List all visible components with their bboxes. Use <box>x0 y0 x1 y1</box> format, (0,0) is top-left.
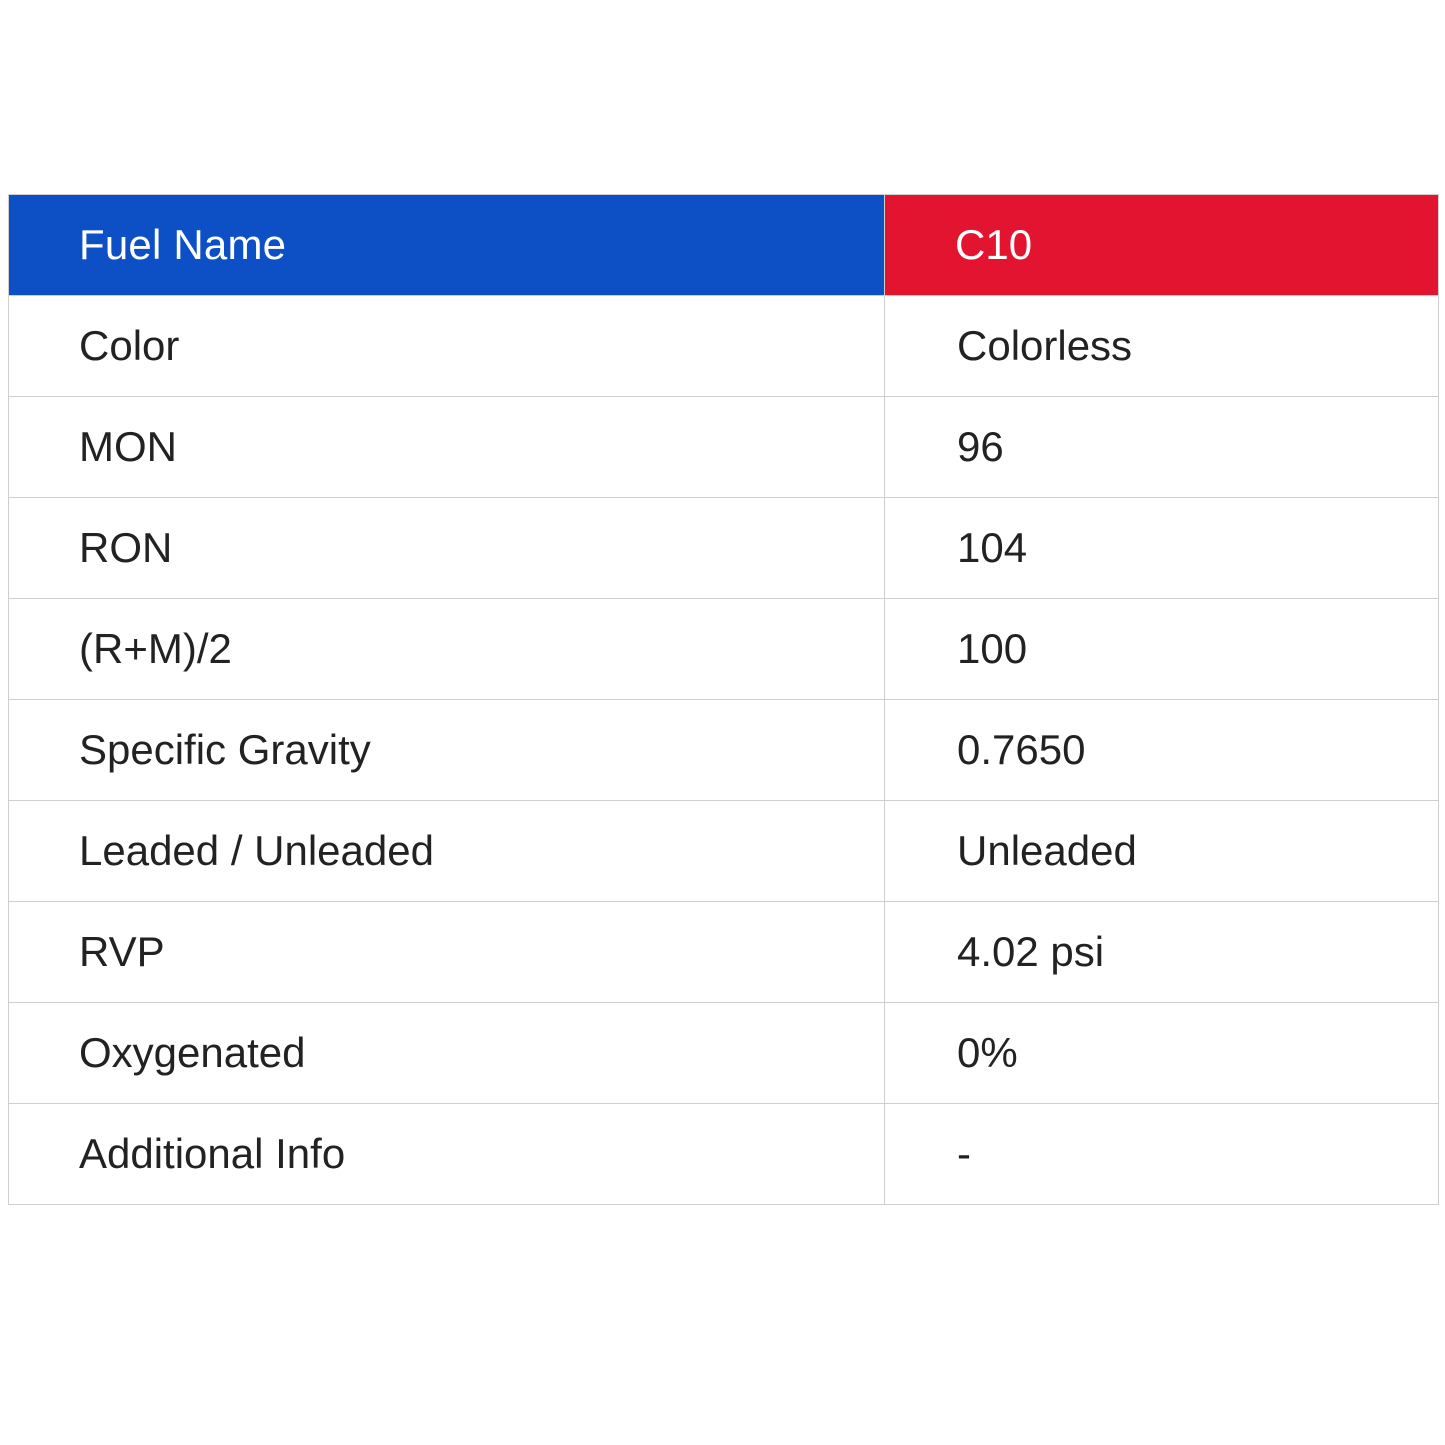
row-label-rvp <box>9 902 885 1003</box>
table-body <box>9 296 1439 1205</box>
header-label-text: Fuel Name <box>79 221 287 268</box>
row-value-rvp <box>885 902 1439 1003</box>
cell-text: Color <box>79 322 180 369</box>
row-label-mon <box>9 397 885 498</box>
cell-text: 100 <box>957 625 1028 672</box>
row-label-leaded-unleaded <box>9 801 885 902</box>
row-value-color <box>885 296 1439 397</box>
row-value-mon <box>885 397 1439 498</box>
cell-text: 0% <box>957 1029 1018 1076</box>
table-row <box>9 296 1439 397</box>
cell-text: RON <box>79 524 173 571</box>
cell-text: 4.02 psi <box>957 928 1105 975</box>
header-cell-fuel-name <box>9 195 885 296</box>
cell-text: Oxygenated <box>79 1029 306 1076</box>
table-row <box>9 801 1439 902</box>
row-value-ron <box>885 498 1439 599</box>
cell-text: Additional Info <box>79 1130 346 1177</box>
row-value-additional-info <box>885 1104 1439 1205</box>
row-label-specific-gravity <box>9 700 885 801</box>
row-label-additional-info <box>9 1104 885 1205</box>
row-value-leaded-unleaded <box>885 801 1439 902</box>
table-row <box>9 902 1439 1003</box>
cell-text: Unleaded <box>957 827 1137 874</box>
row-value-rm2 <box>885 599 1439 700</box>
fuel-spec-table <box>8 194 1439 1205</box>
row-label-color <box>9 296 885 397</box>
cell-text: 96 <box>957 423 1004 470</box>
cell-text: - <box>957 1130 971 1177</box>
cell-text: 104 <box>957 524 1028 571</box>
cell-text: 0.7650 <box>957 726 1086 773</box>
table-row <box>9 599 1439 700</box>
cell-text: Specific Gravity <box>79 726 371 773</box>
row-value-oxygenated <box>885 1003 1439 1104</box>
cell-text: Colorless <box>957 322 1133 369</box>
cell-text: RVP <box>79 928 165 975</box>
header-value-text: C10 <box>955 221 1033 268</box>
table-row <box>9 700 1439 801</box>
table-header-row <box>9 195 1439 296</box>
row-label-ron <box>9 498 885 599</box>
table-row <box>9 498 1439 599</box>
header-cell-fuel-value <box>885 195 1439 296</box>
row-label-oxygenated <box>9 1003 885 1104</box>
cell-text: MON <box>79 423 177 470</box>
table-row <box>9 397 1439 498</box>
table-header <box>9 195 1439 296</box>
cell-text: (R+M)/2 <box>79 625 232 672</box>
row-label-rm2 <box>9 599 885 700</box>
row-value-specific-gravity <box>885 700 1439 801</box>
fuel-spec-sheet <box>8 194 1438 1205</box>
cell-text: Leaded / Unleaded <box>79 827 434 874</box>
table-row <box>9 1104 1439 1205</box>
table-row <box>9 1003 1439 1104</box>
